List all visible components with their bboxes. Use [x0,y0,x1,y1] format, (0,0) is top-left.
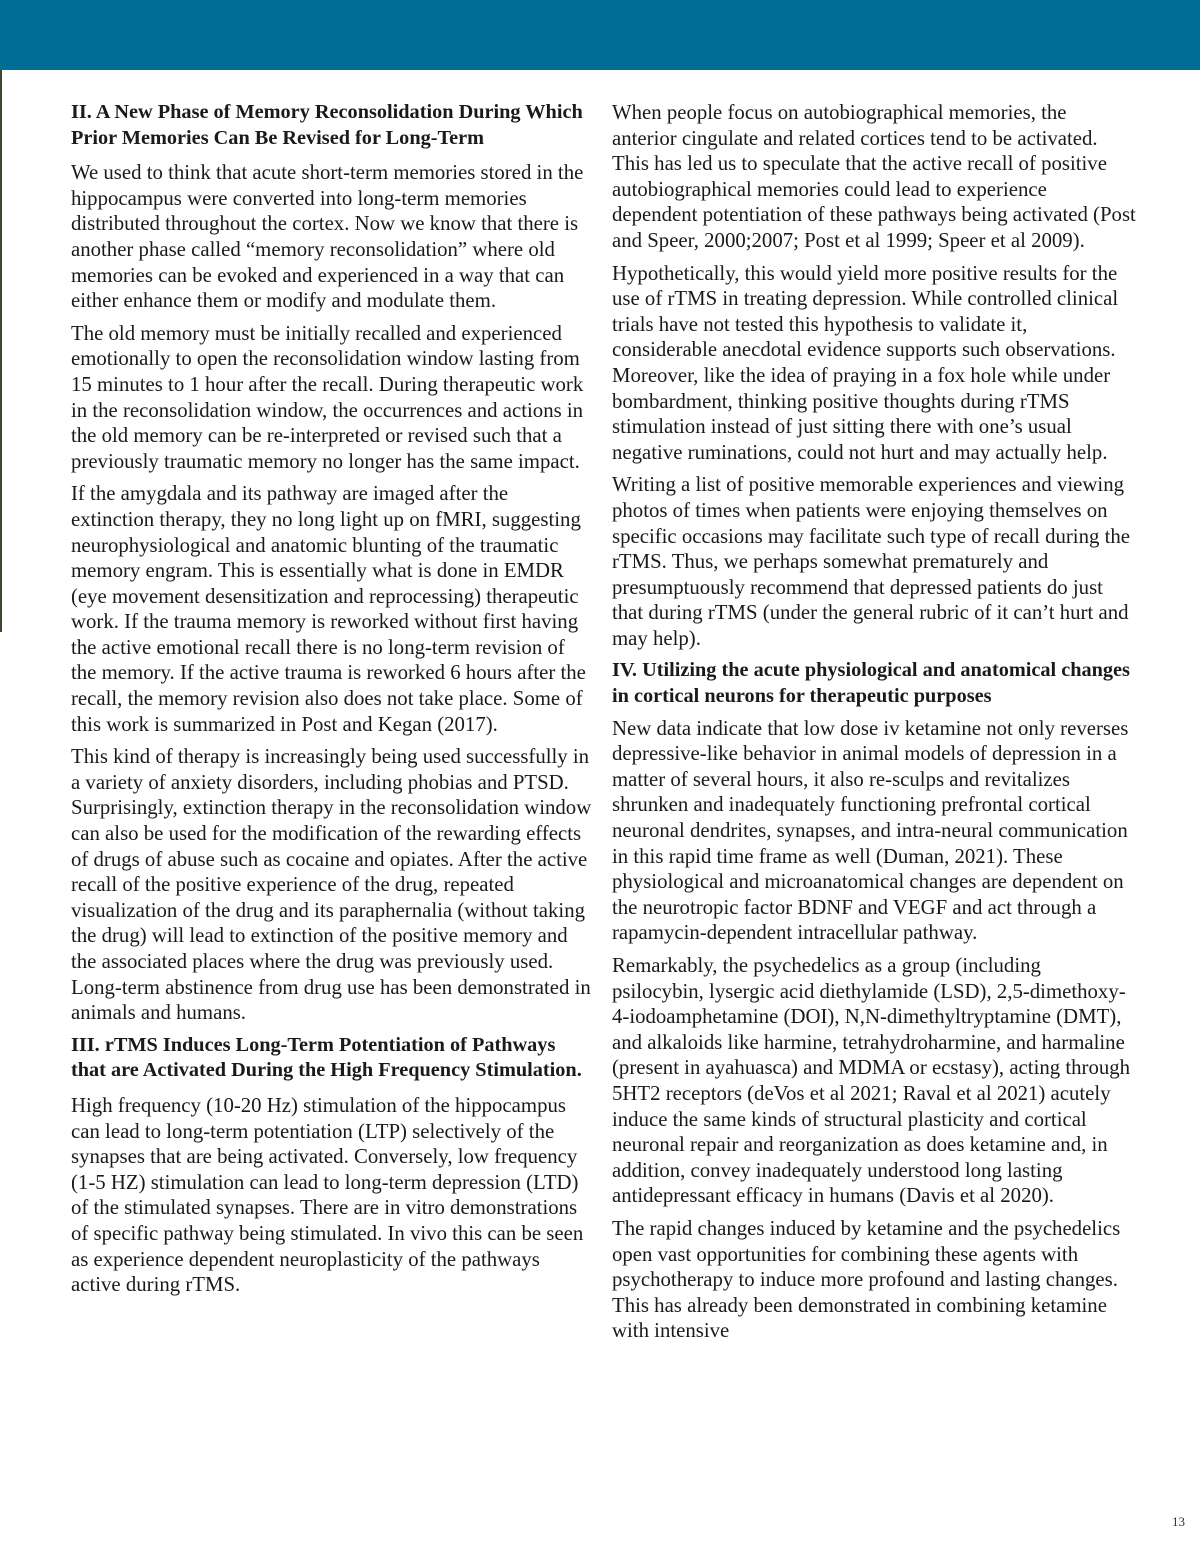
section-heading-iv: IV. Utilizing the acute physiological and anatomical changes in cortical neurons for therapeutic purposes [612,659,1130,708]
paragraph: Remarkably, the psychedelics as a group (including psilocybin, lysergic acid diethylamide (LSD), 2,5-dimethoxy-4-iodoamphetamine (DOI), N,N-dimethyltryptamine (DMT), and alkaloids like harmine, tetrahydroharmine, and harmaline (present in ayahuasca) and MDMA or ecstasy), acting through 5HT2 receptors (deVos et al 2021; Raval et al 2021) acutely induce the same kinds of structural plasticity and cortical neuronal repair and reorganization as does ketamine and, in addition, convey inadequately understood long lasting antidepressant efficacy in humans (Davis et al 2020). [612,954,1131,1208]
header-band [0,0,1200,70]
paragraph: Writing a list of positive memorable experiences and viewing photos of times when patients were enjoying themselves on specific occasions may facilitate such type of recall during the rTMS. Thus, we perhaps somewhat prematurely and presumptuously recommend that depressed patients do just that during rTMS (under the general rubric of it can’t hurt and may help). [612,473,1130,650]
page-number: 13 [1172,1514,1185,1529]
right-column [612,100,1136,1351]
paragraph: New data indicate that low dose iv ketamine not only reverses depressive-like behavior in animal models of depression in a matter of several hours, it also re-sculps and revitalizes shrunken and inadequately functioning prefrontal cortical neuronal dendrites, synapses, and intra-neural communication in this rapid time frame as well (Duman, 2021). These physiological and microanatomical changes are dependent on the neurotropic factor BDNF and VEGF and act through a rapamycin-dependent intracellular pathway. [612,716,1129,945]
paragraph: Hypothetically, this would yield more positive results for the use of rTMS in treating depression. While controlled clinical trials have not tested this hypothesis to validate it, considerable anecdotal evidence supports such observations. Moreover, like the idea of praying in a fox hole while under bombardment, thinking positive thoughts during rTMS stimulation instead of just sitting there with one’s usual negative ruminations, could not hurt and may actually help. [612,261,1119,464]
left-column [71,100,593,1305]
paragraph: High frequency (10-20 Hz) stimulation of the hippocampus can lead to long-term potentiation (LTP) selectively of the synapses that are being activated. Conversely, low frequency (1-5 HZ) stimulation can lead to long-term depression (LTD) of the stimulated synapses. There are in vitro demonstrations of specific pathway being stimulated. In vivo this can be seen as experience dependent neuroplasticity of the pathways active during rTMS. [71,1093,584,1297]
paragraph: This kind of therapy is increasingly being used successfully in a variety of anxiety disorders, including phobias and PTSD. Surprisingly, extinction therapy in the reconsolidation window can also be used for the modification of the rewarding effects of drugs of abuse such as cocaine and opiates. After the active recall of the positive experience of the drug, repeated visualization of the drug and its paraphernalia (without taking the drug) will lead to extinction of the positive memory and the associated places where the drug was previously used. Long-term abstinence from drug use has been demonstrated in animals and humans. [71,745,592,1025]
section-heading-ii: II. A New Phase of Memory Reconsolidation During Which Prior Memories Can Be Revised for Long-Term [71,101,583,149]
paragraph: When people focus on autobiographical memories, the anterior cingulate and related cortices tend to be activated. This has led us to speculate that the active recall of positive autobiographical memories could lead to experience dependent potentiation of these pathways being activated (Post and Speer, 2000;2007; Post et al 1999; Speer et al 2009). [612,101,1136,252]
left-edge-rule [0,70,2,632]
paragraph: If the amygdala and its pathway are imaged after the extinction therapy, they no long light up on fMRI, suggesting neurophysiological and anatomic blunting of the traumatic memory engram. This is essentially what is done in EMDR (eye movement desensitization and reprocessing) therapeutic work. If the trauma memory is reworked without first having the active emotional recall there is no long-term revision of the memory. If the active trauma is reworked 6 hours after the recall, the memory revision also does not take place. Some of this work is summarized in Post and Kegan (2017). [71,482,586,736]
section-heading-iii: III. rTMS Induces Long-Term Potentiation of Pathways that are Activated During the High Frequency Stimulation. [71,1033,582,1082]
paragraph: We used to think that acute short-term memories stored in the hippocampus were converted into long-term memories distributed throughout the cortex. Now we know that there is another phase called “memory reconsolidation” where old memories can be evoked and experienced in a way that can either enhance them or modify and modulate them. [71,161,584,313]
paragraph: The rapid changes induced by ketamine and the psychedelics open vast opportunities for combining these agents with psychotherapy to induce more profound and lasting changes. This has already been demonstrated in combining ketamine with intensive [612,1216,1121,1343]
paragraph: The old memory must be initially recalled and experienced emotionally to open the reconsolidation window lasting from 15 minutes to 1 hour after the recall. During therapeutic work in the reconsolidation window, the occurrences and actions in the old memory can be re-interpreted or revised such that a previously traumatic memory no longer has the same impact. [71,321,584,473]
